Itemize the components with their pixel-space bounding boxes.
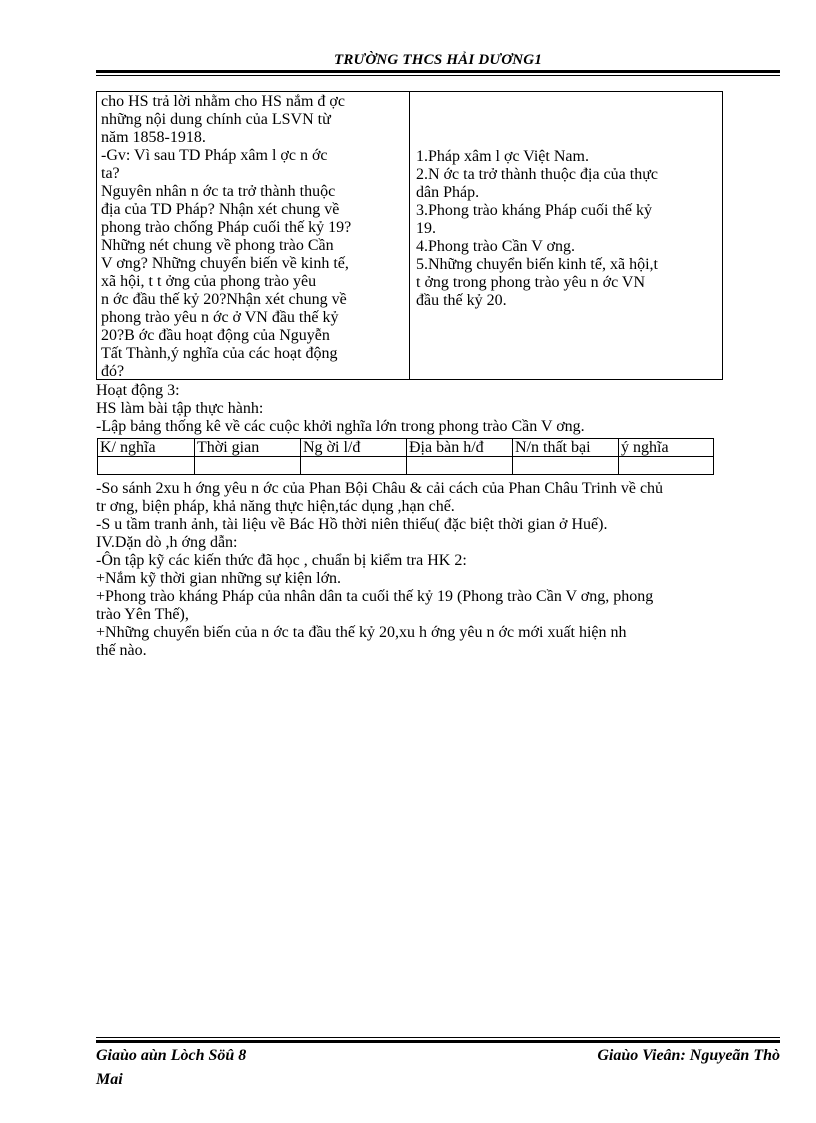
content-summary-cell	[410, 92, 722, 379]
paragraph-line: tr ơng, biện pháp, khả năng thực hiện,tác dụng ,hạn chế.	[96, 498, 455, 515]
table-header-cell: Ng ời l/đ	[301, 439, 407, 457]
text-line: những nội dung chính của LSVN từ	[101, 111, 331, 128]
text-line: Tất Thành,ý nghĩa của các hoạt động	[101, 345, 338, 362]
table-cell	[195, 457, 301, 475]
table-cell	[301, 457, 407, 475]
table-cell	[407, 457, 513, 475]
text-line: 3.Phong trào kháng Pháp cuối thế kỷ	[416, 202, 652, 219]
lesson-table	[96, 91, 723, 380]
paragraph-line: +Những chuyển biến của n ớc ta đầu thế kỷ 20,xu h ớng yêu n ớc mới xuất hiện nh	[96, 624, 627, 641]
table-header-cell: ý nghĩa	[619, 439, 714, 457]
table-header-cell: Địa bàn h/đ	[407, 439, 513, 457]
text-line: dân Pháp.	[416, 184, 480, 201]
text-line: 4.Phong trào Cần V ơng.	[416, 238, 575, 255]
table-cell	[619, 457, 714, 475]
footer-left	[96, 1044, 306, 1092]
table-row	[98, 457, 714, 475]
text-line: phong trào yêu n ớc ở VN đầu thế kỷ	[101, 309, 339, 326]
footer-teacher-name: Giaùo Vieân: Nguyeãn Thò	[597, 1047, 780, 1064]
header-title: TRƯỜNG THCS HẢI DƯƠNG1	[333, 52, 543, 68]
activity-title: Hoạt động 3:	[96, 382, 180, 399]
paragraph-line: trào Yên Thế),	[96, 606, 189, 623]
text-line: 5.Những chuyển biến kinh tế, xã hội,t	[416, 256, 658, 273]
text-line: phong trào chống Pháp cuối thế kỷ 19?	[101, 219, 352, 236]
text-line: 20?B ớc đầu hoạt động của Nguyễn	[101, 327, 330, 344]
footer-right	[566, 1044, 780, 1068]
text-line: V ơng? Những chuyển biến về kinh tế,	[101, 255, 349, 272]
text-line: đó?	[101, 363, 125, 379]
text-line: xã hội, t t ởng của phong trào yêu	[101, 273, 317, 290]
table-header-row	[98, 439, 714, 457]
header-rule-thin	[96, 75, 780, 76]
uprising-table	[97, 438, 714, 475]
table-header-cell: Thời gian	[195, 439, 301, 457]
text-line: n ớc đầu thế kỷ 20?Nhận xét chung về	[101, 291, 347, 308]
text-line: địa của TD Pháp? Nhận xét chung về	[101, 201, 340, 218]
footer-teacher-name-cont: Mai	[96, 1071, 123, 1088]
table-cell	[513, 457, 619, 475]
paragraph-line: -S u tầm tranh ảnh, tài liệu về Bác Hồ thời niên thiếu( đặc biệt thời gian ở Huế).	[96, 516, 608, 533]
table-header-cell: K/ nghĩa	[98, 439, 195, 457]
text-line: Những nét chung về phong trào Cần	[101, 237, 334, 254]
text-line: ta?	[101, 165, 120, 182]
text-line: cho HS trả lời nhằm cho HS nắm đ ợc	[101, 93, 345, 110]
text-line: 2.N ớc ta trở thành thuộc địa của thực	[416, 166, 658, 183]
table-header-cell: N/n thất bại	[513, 439, 619, 457]
text-line: 1.Pháp xâm l ợc Việt Nam.	[416, 148, 589, 165]
text-line: Nguyên nhân n ớc ta trở thành thuộc	[101, 183, 336, 200]
paragraph-line: thế nào.	[96, 642, 147, 659]
table-cell	[98, 457, 195, 475]
text-line: 19.	[416, 220, 436, 237]
footer-course-title: Giaùo aùn Lòch Söû 8	[96, 1047, 247, 1064]
paragraph-line: +Nắm kỹ thời gian những sự kiện lớn.	[96, 570, 342, 587]
footer-rule-thin	[96, 1037, 780, 1038]
teacher-activity-cell	[97, 92, 410, 379]
text-line: -Gv: Vì sau TD Pháp xâm l ợc n ớc	[101, 147, 328, 164]
body-text	[96, 382, 786, 660]
paragraph-line: -Ôn tập kỹ các kiến thức đã học , chuẩn bị kiểm tra HK 2:	[96, 552, 467, 569]
text-line: t ởng trong phong trào yêu n ớc VN	[416, 274, 646, 291]
activity-line: HS làm bài tập thực hành:	[96, 400, 264, 417]
paragraph-line: +Phong trào kháng Pháp của nhân dân ta cuối thế kỷ 19 (Phong trào Cần V ơng, phong	[96, 588, 654, 605]
header-rule-thick	[96, 70, 780, 73]
footer-rule-thick	[96, 1040, 780, 1043]
text-line: năm 1858-1918.	[101, 129, 206, 146]
paragraph-line: -So sánh 2xu h ớng yêu n ớc của Phan Bội Châu & cải cách của Phan Châu Trinh về chủ	[96, 480, 664, 497]
text-line: đầu thế kỷ 20.	[416, 292, 507, 309]
section-heading: IV.Dặn dò ,h ớng dẫn:	[96, 534, 238, 551]
activity-line: -Lập bảng thống kê về các cuộc khởi nghĩa lớn trong phong trào Cần V ơng.	[96, 418, 585, 435]
